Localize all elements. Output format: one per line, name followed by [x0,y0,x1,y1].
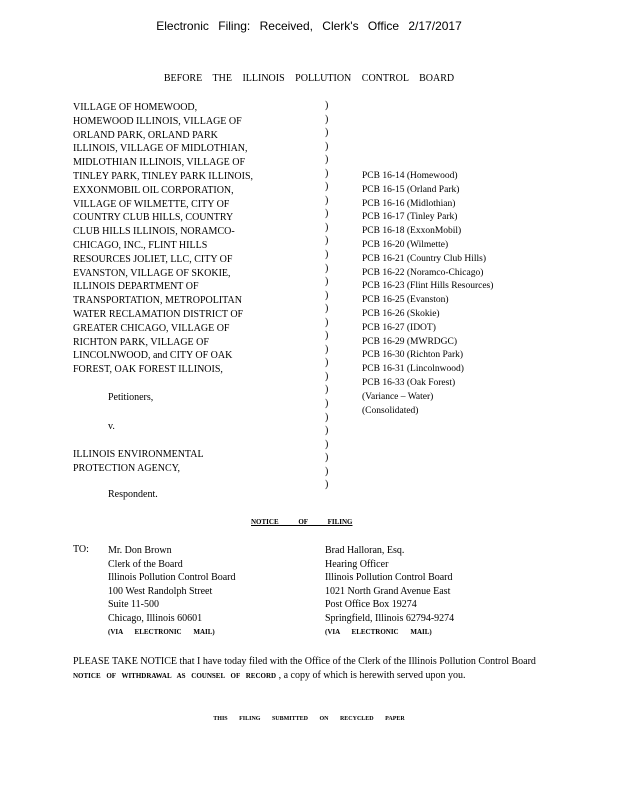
board-title: BEFORE THE ILLINOIS POLLUTION CONTROL BOARD [163,73,455,84]
via-electronic-mail: (VIA ELECTRONIC MAIL) [325,627,432,636]
caption-paren: ) [325,100,329,111]
caption-paren: ) [325,479,329,491]
caption-paren: ) [325,398,329,410]
petitioner-line: MIDLOTHIAN ILLINOIS, VILLAGE OF [73,157,246,169]
caption-paren: ) [325,194,329,206]
pcb-case-item: PCB 16-20 (Wilmette) [362,239,449,250]
address-line: Suite 11-500 [108,599,160,611]
caption-paren: ) [325,370,329,382]
versus-label: v. [108,421,115,432]
notice-of-filing-title: NOTICE OF FILING [251,518,353,526]
to-label: TO: [73,544,89,555]
petitioner-line: ORLAND PARK, ORLAND PARK [73,129,218,141]
pcb-case-item: PCB 16-21 (Country Club Hills) [362,253,487,264]
petitioner-line: CLUB HILLS ILLINOIS, NORAMCO- [73,226,235,238]
petitioner-line: ILLINOIS, VILLAGE OF MIDLOTHIAN, [73,143,248,155]
caption-paren: ) [325,289,329,301]
caption-paren: ) [325,330,329,342]
petitioner-caption [73,101,288,377]
pcb-case-item: PCB 16-30 (Richton Park) [362,350,464,361]
recipient-hearing-officer-address [325,544,525,639]
caption-paren: ) [325,465,329,477]
electronic-filing-stamp: Electronic Filing: Received, Clerk's Office 2/17/2017 [156,19,462,33]
petitioner-line: TRANSPORTATION, METROPOLITAN [73,295,242,307]
petitioner-line: VILLAGE OF WILMETTE, CITY OF [73,198,230,210]
address-line: Mr. Don Brown [108,545,172,556]
caption-paren: ) [325,316,329,328]
pcb-case-item: PCB 16-26 (Skokie) [362,308,440,319]
pcb-case-item: PCB 16-25 (Evanston) [362,295,449,306]
petitioner-line: EVANSTON, VILLAGE OF SKOKIE, [73,267,231,279]
caption-paren: ) [325,249,329,261]
caption-paren: ) [325,167,329,179]
caption-paren: ) [325,140,329,152]
petitioner-line: VILLAGE OF HOMEWOOD, [73,102,198,113]
petitioner-line: RESOURCES JOLIET, LLC, CITY OF [73,253,233,265]
pcb-case-item: PCB 16-29 (MWRDGC) [362,336,458,347]
notice-body-text-end: , a copy of which is herewith served upon you. [276,669,466,681]
caption-paren: ) [325,452,329,464]
caption-paren: ) [325,127,329,139]
address-line: Hearing Officer [325,558,389,570]
address-line: Springfield, Illinois 62794-9274 [325,612,455,624]
address-line: Brad Halloran, Esq. [325,545,405,556]
address-line: 1021 North Grand Avenue East [325,585,451,597]
caption-paren: ) [325,357,329,369]
caption-parentheses [325,99,333,492]
address-line: Clerk of the Board [108,558,183,570]
caption-paren: ) [325,411,329,423]
via-electronic-mail: (VIA ELECTRONIC MAIL) [108,627,215,636]
petitioner-line: WATER RECLAMATION DISTRICT OF [73,308,244,320]
caption-paren: ) [325,154,329,166]
caption-paren: ) [325,262,329,274]
petitioner-line: CHICAGO, INC., FLINT HILLS [73,239,208,251]
respondent-line: PROTECTION AGENCY, [73,462,181,474]
address-line: Illinois Pollution Control Board [325,572,453,584]
petitioner-line: LINCOLNWOOD, and CITY OF OAK [73,350,233,362]
caption-paren: ) [325,303,329,315]
respondent-line: ILLINOIS ENVIRONMENTAL [73,449,204,460]
petitioner-line: TINLEY PARK, TINLEY PARK ILLINOIS, [73,170,253,182]
respondent-label: Respondent. [108,489,158,500]
petitioner-line: FOREST, OAK FOREST ILLINOIS, [73,364,223,376]
caption-paren: ) [325,343,329,355]
pcb-case-item: PCB 16-15 (Orland Park) [362,184,460,195]
notice-body-paragraph [73,655,545,684]
caption-paren: ) [325,438,329,450]
caption-paren: ) [325,208,329,220]
petitioner-line: ILLINOIS DEPARTMENT OF [73,281,199,293]
recycled-paper-footer: THIS FILING SUBMITTED ON RECYCLED PAPER [213,716,405,722]
pcb-case-item: PCB 16-17 (Tinley Park) [362,212,458,223]
caption-paren: ) [325,235,329,247]
notice-body-text: PLEASE TAKE NOTICE that I have today filed with the Office of the Clerk of the Illinois Pollution Control Board [73,656,536,667]
recipient-clerk-address [108,544,308,639]
address-line: Post Office Box 19274 [325,599,417,611]
pcb-case-item: PCB 16-18 (ExxonMobil) [362,226,462,237]
pcb-case-item: PCB 16-27 (IDOT) [362,322,436,333]
pcb-case-item: (Consolidated) [362,405,419,416]
petitioner-line: HOMEWOOD ILLINOIS, VILLAGE OF [73,115,242,127]
caption-paren: ) [325,276,329,288]
pcb-case-list [362,170,562,418]
caption-paren: ) [325,113,329,125]
pcb-case-item: PCB 16-33 (Oak Forest) [362,377,456,388]
caption-paren: ) [325,181,329,193]
pcb-case-item: PCB 16-22 (Noramco-Chicago) [362,267,484,278]
address-line: Chicago, Illinois 60601 [108,612,203,624]
petitioner-line: RICHTON PARK, VILLAGE OF [73,336,209,348]
petitioner-line: EXXONMOBIL OIL CORPORATION, [73,184,234,196]
pcb-case-item: PCB 16-16 (Midlothian) [362,198,456,209]
document-title: NOTICE OF WITHDRAWAL AS COUNSEL OF RECORD [73,671,277,680]
petitioner-line: COUNTRY CLUB HILLS, COUNTRY [73,212,234,224]
address-line: 100 West Randolph Street [108,585,213,597]
pcb-case-item: PCB 16-31 (Lincolnwood) [362,364,464,375]
pcb-case-item: (Variance – Water) [362,391,434,402]
caption-paren: ) [325,384,329,396]
pcb-case-item: PCB 16-23 (Flint Hills Resources) [362,281,494,292]
address-line: Illinois Pollution Control Board [108,572,236,584]
pcb-case-item: PCB 16-14 (Homewood) [362,171,458,181]
petitioners-label: Petitioners, [108,392,154,403]
caption-paren: ) [325,425,329,437]
respondent-caption [73,448,288,476]
caption-paren: ) [325,221,329,233]
petitioner-line: GREATER CHICAGO, VILLAGE OF [73,322,230,334]
